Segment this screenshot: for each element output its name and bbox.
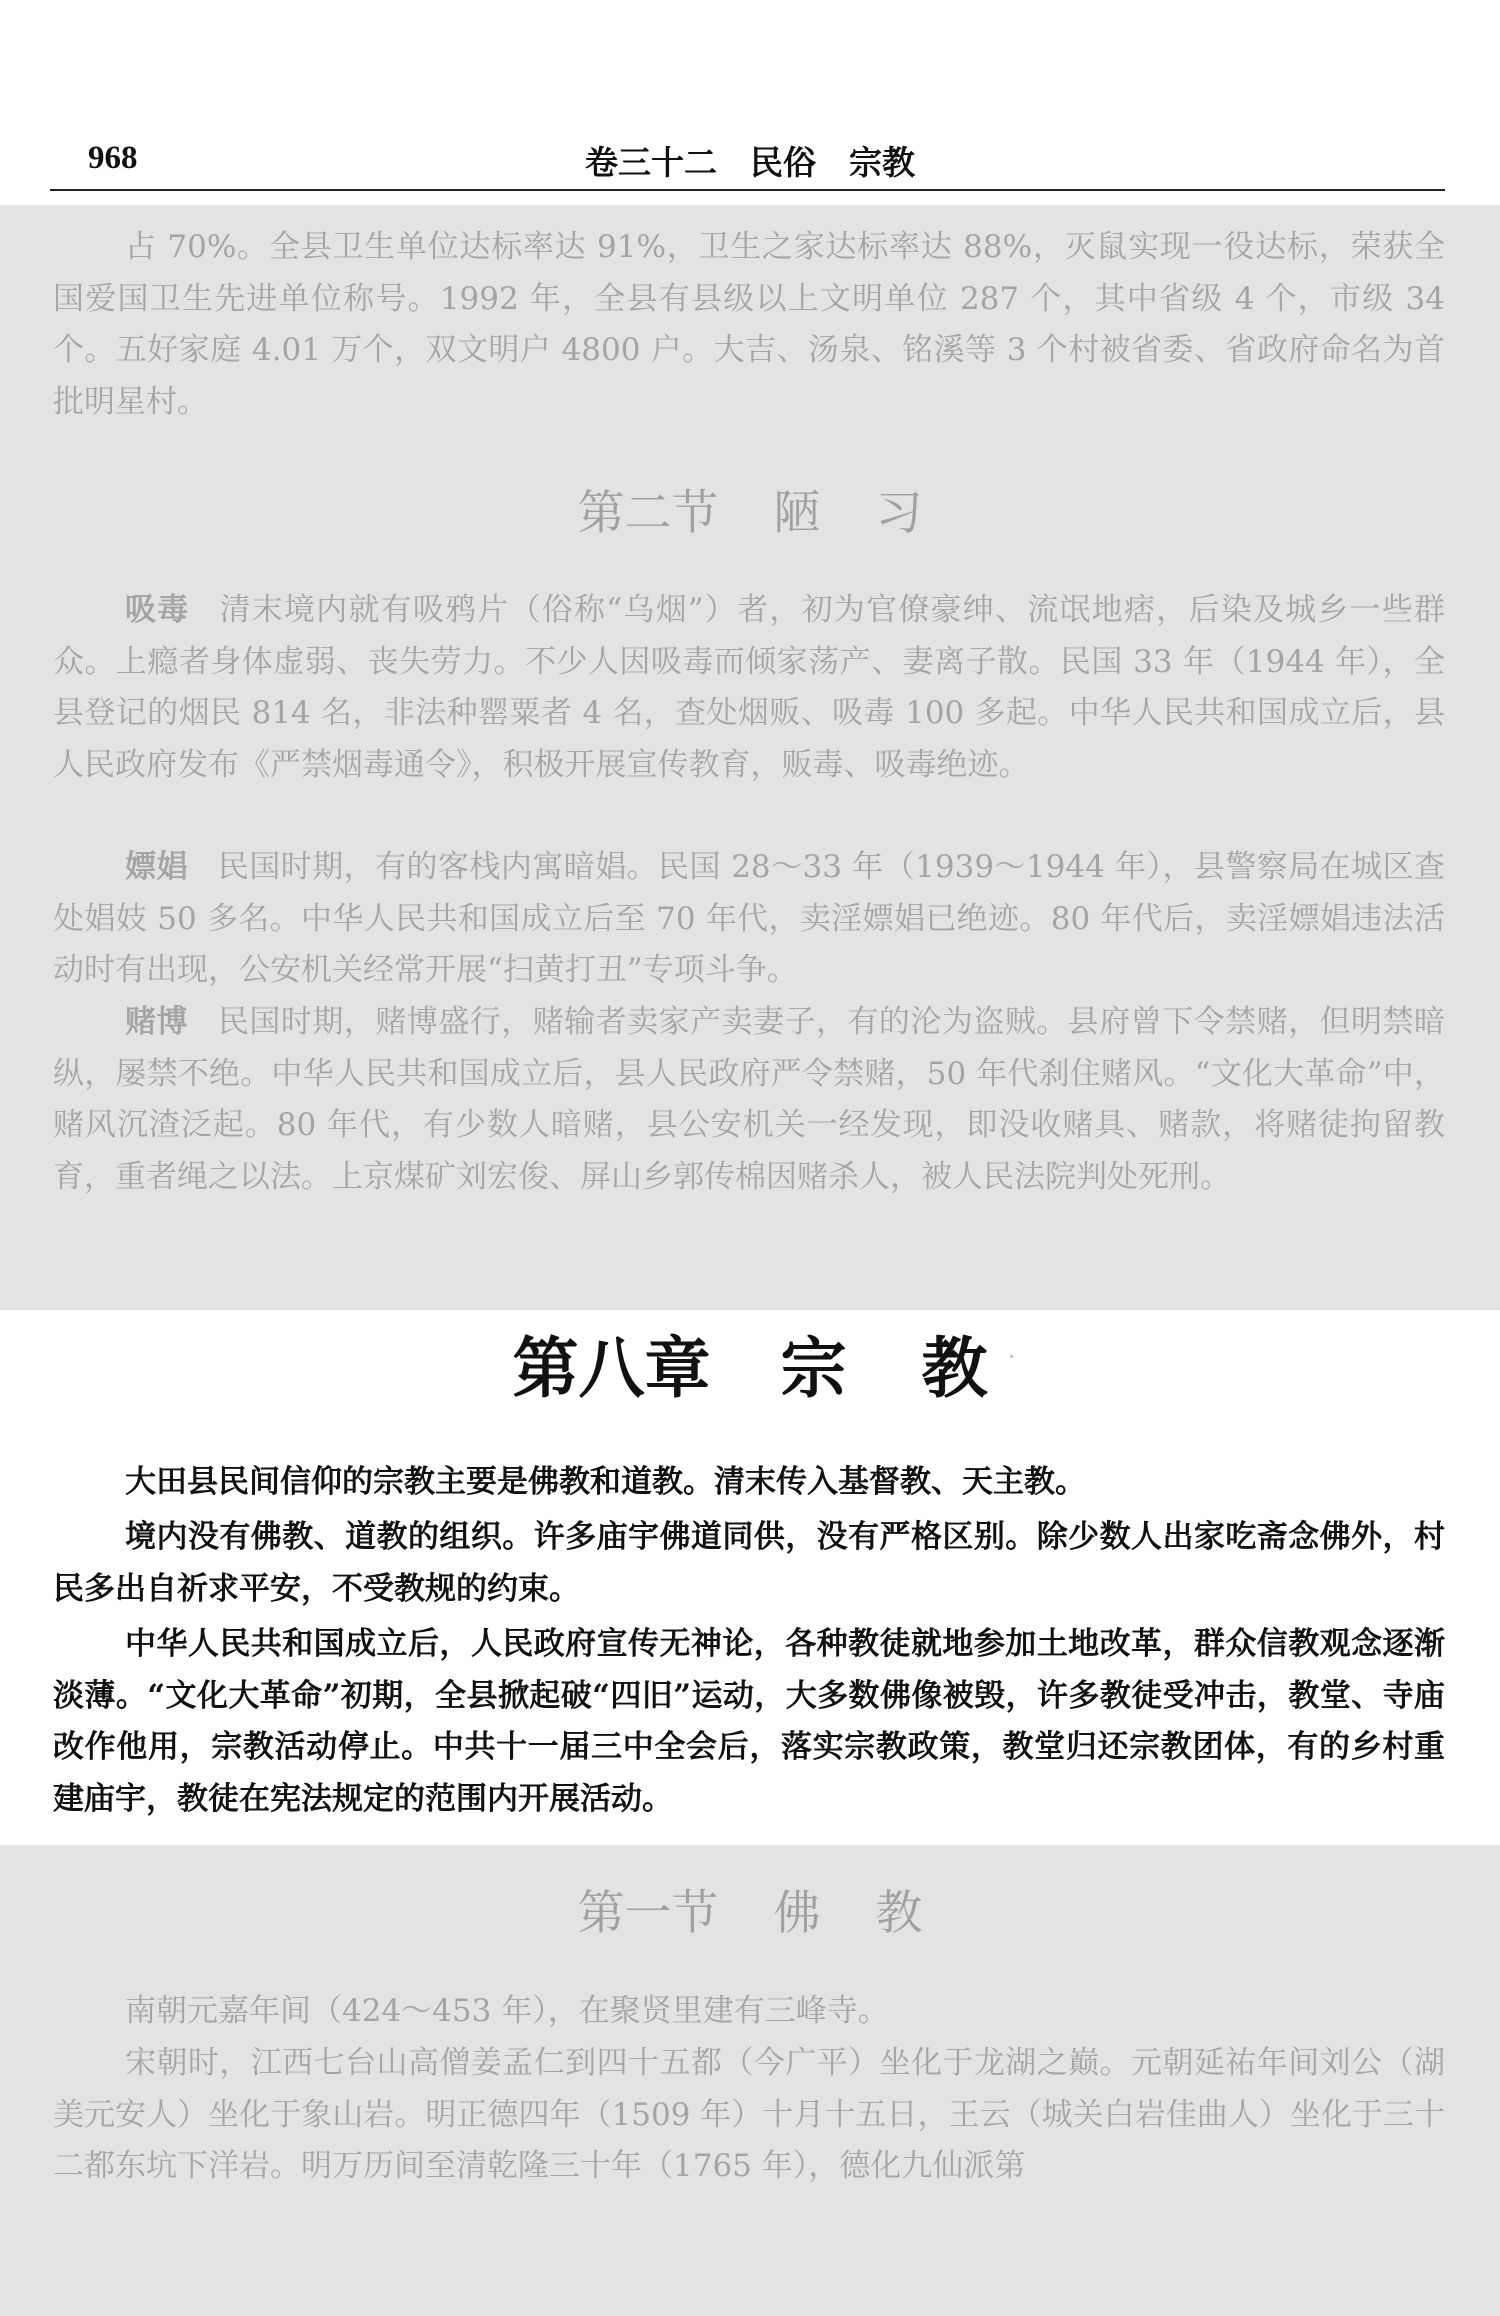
chapter-paragraph-1: 大田县民间信仰的宗教主要是佛教和道教。清末传入基督教、天主教。: [125, 1464, 1086, 1500]
page-number: 968: [88, 140, 138, 176]
next-section-title-char-1: 佛: [773, 1886, 821, 1941]
entry-text-gambling: 民国时期，赌博盛行，赌输者卖家产卖妻子，有的沦为盗贼。县府曾下令禁赌，但明禁暗纵，屡禁不绝。中华人民共和国成立后，县人民政府严令禁赌，50 年代刹住赌风。“文化大革命”中，赌风沉渣泛起。80 年代，有少数人暗赌，县公安机关一经发现，即没收赌具、赌款，将赌徒拘留教育，重者绳之以法。上京煤矿刘宏俊、屏山乡郭传棉因赌杀人，被人民法院判处死刑。: [53, 1004, 1445, 1195]
chapter-paragraph-2: 境内没有佛教、道教的组织。许多庙宇佛道同供，没有严格区别。除少数人出家吃斋念佛外，村民多出自祈求平安，不受教规的约束。: [53, 1519, 1445, 1607]
chapter-title-char-1: 宗: [780, 1330, 847, 1407]
chapter-title: [0, 1315, 1500, 1410]
section-title-char-1: 陋: [773, 486, 821, 541]
chapter-paragraph-3: 中华人民共和国成立后，人民政府宣传无神论，各种教徒就地参加土地改革，群众信教观念逐渐淡薄。“文化大革命”初期，全县掀起破“四旧”运动，大多数佛像被毁，许多教徒受冲击，教堂、寺庙改作他用，宗教活动停止。中共十一届三中全会后，落实宗教政策，教堂归还宗教团体，有的乡村重建庙宇，教徒在宪法规定的范围内开展活动。: [53, 1626, 1445, 1817]
entry-drug-use: [53, 585, 1445, 791]
entry-text-drug-use: 清末境内就有吸鸦片（俗称“乌烟”）者，初为官僚豪绅、流氓地痞，后染及城乡一些群众。上瘾者身体虚弱、丧失劳力。不少人因吸毒而倾家荡产、妻离子散。民国 33 年（1944 年），全县登记的烟民 814 名，非法种罂粟者 4 名，查处烟贩、吸毒 100 多起。中华人民共和国成立后，县人民政府发布《严禁烟毒通令》，积极开展宣传教育，贩毒、吸毒绝迹。: [53, 592, 1445, 783]
running-head: 卷三十二 民俗 宗教: [585, 143, 915, 182]
next-paragraph-2: 宋朝时，江西七台山高僧姜孟仁到四十五都（今广平）坐化于龙湖之巅。元朝延祐年间刘公（湖美元安人）坐化于象山岩。明正德四年（1509 年）十月十五日，王云（城关白岩佳曲人）坐化于三十二都东坑下洋岩。明万历间至清乾隆三十年（1765 年），德化九仙派第: [53, 2045, 1445, 2184]
chapter-title-char-2: 教: [921, 1330, 988, 1407]
entry-gambling: [53, 997, 1445, 1203]
header-rule: [50, 189, 1445, 191]
entry-lead-prostitution: 嫖娼: [125, 849, 188, 885]
section-title-buddhism: [0, 1876, 1500, 1943]
next-paragraph-1: 南朝元嘉年间（424～453 年），在聚贤里建有三峰寺。: [125, 1993, 889, 2029]
section-title-lou-xi: [0, 476, 1500, 543]
section-title-char-2: 习: [875, 486, 923, 541]
entry-lead-drug-use: 吸毒: [125, 592, 190, 628]
page-header: [0, 0, 1500, 205]
scan-speck: [1010, 1355, 1013, 1358]
next-section-title-char-2: 教: [875, 1886, 923, 1941]
next-section-number: 第一节: [577, 1886, 719, 1941]
chapter-number: 第八章: [512, 1330, 711, 1407]
section-number: 第二节: [577, 486, 719, 541]
entry-lead-gambling: 赌博: [125, 1004, 188, 1040]
intro-paragraph: 占 70%。全县卫生单位达标率达 91%，卫生之家达标率达 88%，灭鼠实现一役达标，荣获全国爱国卫生先进单位称号。1992 年，全县有县级以上文明单位 287 个，其中省级 4 个，市级 34 个。五好家庭 4.01 万个，双文明户 4800 户。大吉、汤泉、铭溪等 3 个村被省委、省政府命名为首批明星村。: [53, 229, 1445, 420]
entry-text-prostitution: 民国时期，有的客栈内寓暗娼。民国 28～33 年（1939～1944 年），县警察局在城区查处娼妓 50 多名。中华人民共和国成立后至 70 年代，卖淫嫖娼已绝迹。80 年代后，卖淫嫖娼违法活动时有出现，公安机关经常开展“扫黄打丑”专项斗争。: [53, 849, 1445, 988]
entry-prostitution: [53, 842, 1445, 997]
